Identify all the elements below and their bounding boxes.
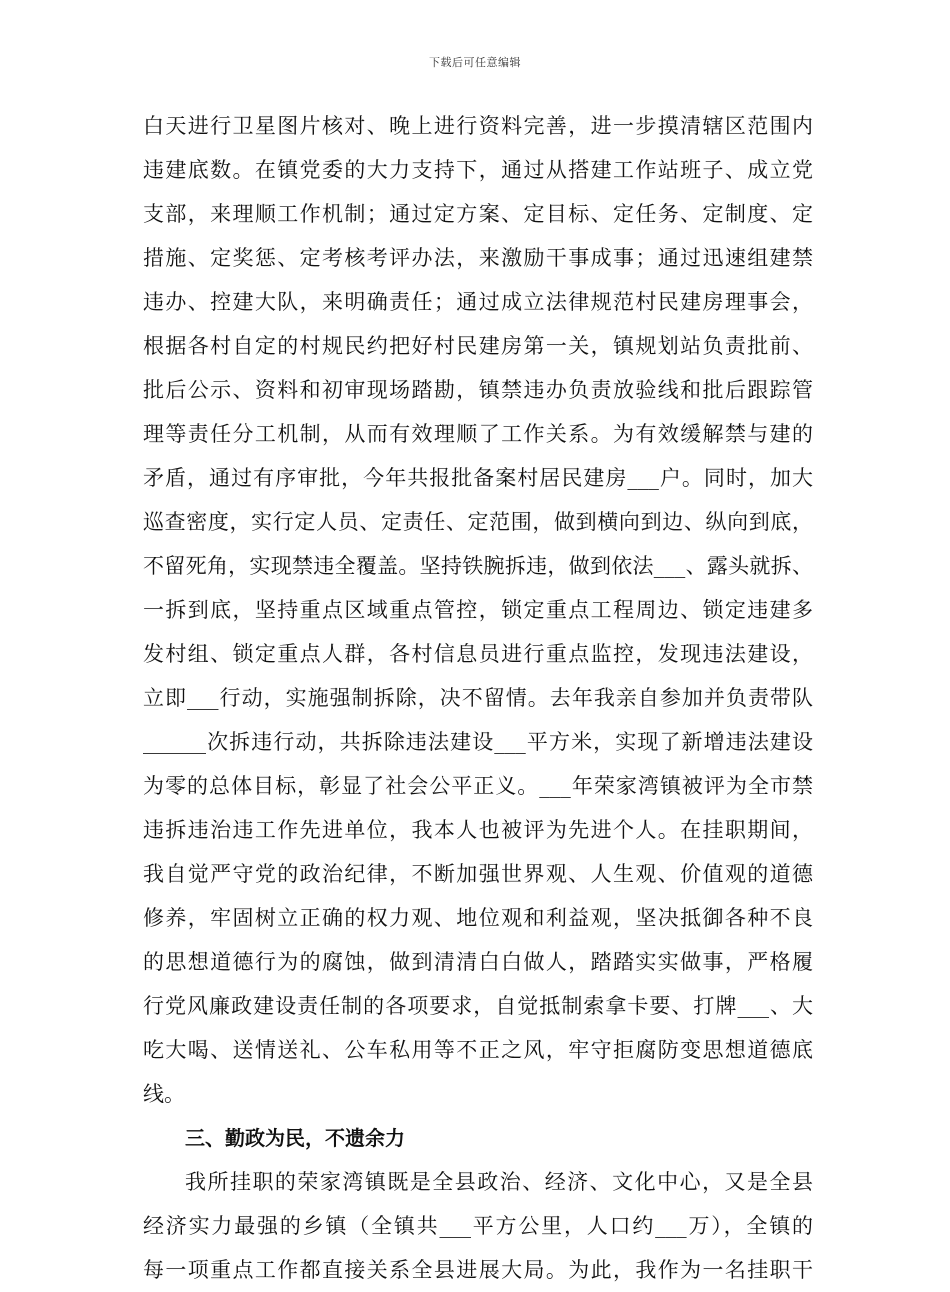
- body-line: 根据各村自定的村规民约把好村民建房第一关，镇规划站负责批前、: [143, 334, 813, 358]
- body-line: 巡查密度，实行定人员、定责任、定范围，做到横向到边、纵向到底，: [143, 510, 813, 534]
- body-line: 违拆违治违工作先进单位，我本人也被评为先进个人。在挂职期间，: [143, 818, 813, 842]
- page-header: 下载后可任意编辑: [429, 56, 521, 69]
- body-line: 措施、定奖惩、定考核考评办法，来激励干事成事；通过迅速组建禁: [143, 246, 813, 270]
- body-line: 我所挂职的荣家湾镇既是全县政治、经济、文化中心，又是全县: [185, 1170, 813, 1194]
- body-line: 发村组、锁定重点人群，各村信息员进行重点监控，发现违法建设，: [143, 642, 813, 666]
- body-line: 违办、控建大队，来明确责任；通过成立法律规范村民建房理事会，: [143, 290, 813, 314]
- body-line: 矛盾，通过有序审批，今年共报批备案村居民建房___户。同时，加大: [143, 466, 813, 490]
- body-line: 白天进行卫星图片核对、晚上进行资料完善，进一步摸清辖区范围内: [143, 114, 813, 138]
- body-line: 吃大喝、送情送礼、公车私用等不正之风，牢守拒腐防变思想道德底: [143, 1038, 813, 1062]
- body-line: ______次拆违行动，共拆除违法建设___平方米，实现了新增违法建设: [143, 730, 813, 754]
- body-line: 不留死角，实现禁违全覆盖。坚持铁腕拆违，做到依法___、露头就拆、: [143, 554, 813, 578]
- body-line: 批后公示、资料和初审现场踏勘，镇禁违办负责放验线和批后跟踪管: [143, 378, 813, 402]
- section-heading: 三、勤政为民，不遗余力: [185, 1126, 405, 1150]
- body-line: 支部，来理顺工作机制；通过定方案、定目标、定任务、定制度、定: [143, 202, 813, 226]
- document-body: [143, 104, 813, 1292]
- body-line: 修养，牢固树立正确的权力观、地位观和利益观，坚决抵御各种不良: [143, 906, 813, 930]
- body-line: 理等责任分工机制，从而有效理顺了工作关系。为有效缓解禁与建的: [143, 422, 813, 446]
- body-line: 一拆到底，坚持重点区域重点管控，锁定重点工程周边、锁定违建多: [143, 598, 813, 622]
- body-line: 线。: [143, 1082, 185, 1106]
- body-line: 经济实力最强的乡镇（全镇共___平方公里，人口约___万），全镇的: [143, 1214, 813, 1238]
- body-line: 行党风廉政建设责任制的各项要求，自觉抵制索拿卡要、打牌___、大: [143, 994, 813, 1018]
- body-line: 我自觉严守党的政治纪律，不断加强世界观、人生观、价值观的道德: [143, 862, 813, 886]
- body-line: 每一项重点工作都直接关系全县进展大局。为此，我作为一名挂职干: [143, 1258, 813, 1282]
- body-line: 为零的总体目标，彰显了社会公平正义。___年荣家湾镇被评为全市禁: [143, 774, 813, 798]
- body-line: 立即___行动，实施强制拆除，决不留情。去年我亲自参加并负责带队: [143, 686, 813, 710]
- body-line: 违建底数。在镇党委的大力支持下，通过从搭建工作站班子、成立党: [143, 158, 813, 182]
- body-line: 的思想道德行为的腐蚀，做到清清白白做人，踏踏实实做事，严格履: [143, 950, 813, 974]
